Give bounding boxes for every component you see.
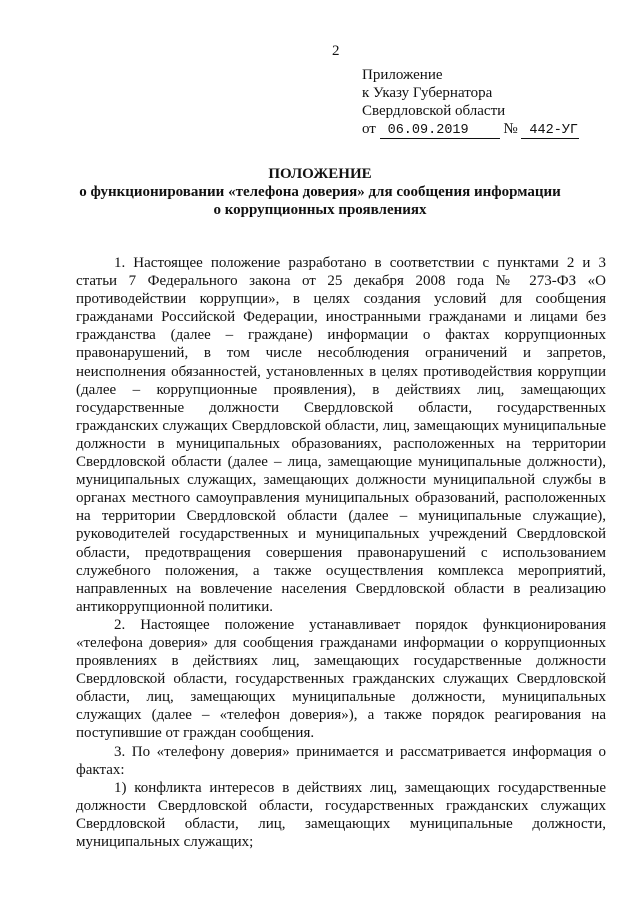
number-prefix: №: [503, 121, 518, 137]
decree-number: 442-УГ: [521, 124, 579, 139]
paragraph-2: 2. Настоящее положение устанавливает порядок функционирования «телефона доверия» для сообщения гражданами информации о коррупционных проявлениях в действиях лиц, замещающих государственные должности Свердловской области, государственных гражданских служащих Свердловской области, лиц, замещающих муниципальные должности, муниципальных служащих (далее – «телефон доверия»), а также порядок реагирования на поступившие от граждан сообщения.: [76, 616, 606, 742]
title-line-3: о коррупционных проявлениях: [213, 202, 427, 218]
title-line-2: о функционировании «телефона доверия» для сообщения информации: [79, 184, 561, 200]
title-line-1: ПОЛОЖЕНИЕ: [268, 166, 372, 182]
paragraph-3: 3. По «телефону доверия» принимается и рассматривается информация о фактах:: [76, 743, 606, 778]
paragraph-1: 1. Настоящее положение разработано в соответствии с пунктами 2 и 3 статьи 7 Федерального закона от 25 декабря 2008 года № 273-ФЗ «О противодействии коррупции», в целях создания условий для сообщения гражданами Российской Федерации, иностранными гражданами и лицами без гражданства (далее – граждане) информации о фактах коррупционных правонарушений, в том числе несоблюдения ограничений и запретов, неисполнения обязанностей, установленных в целях противодействия коррупции (далее – коррупционные проявления), в действиях лиц, замещающих государственные должности Свердловской области, государственных гражданских служащих Свердловской области, лиц, замещающих муниципальные должности в муниципальных образованиях, расположенных на территории Свердловской области (далее – лица, замещающие муниципальные должности), муниципальных служащих, замещающих должности муниципальной службы в органах местного самоуправления муниципальных образований, расположенных на территории Свердловской области (далее – муниципальные служащие), руководителей государственных и муниципальных учреждений Свердловской области, предотвращения совершения правонарушений с использованием служебного положения, а также осуществления комплекса мероприятий, направленных на вовлечение населения Свердловской области в реализацию антикоррупционной политики.: [76, 255, 606, 615]
appendix-block: [362, 66, 579, 139]
appendix-date-number-line: [362, 120, 579, 139]
appendix-line-1: Приложение: [362, 67, 443, 83]
decree-date: 06.09.2019: [380, 124, 500, 139]
appendix-line-3: Свердловской области: [362, 103, 506, 119]
document-title: [60, 165, 580, 219]
page-number: 2: [332, 43, 340, 59]
appendix-line-2: к Указу Губернатора: [362, 85, 493, 101]
paragraph-3-item-1: 1) конфликта интересов в действиях лиц, замещающих государственные должности Свердловской области, государственных гражданских служащих Свердловской области, лиц, замещающих муниципальные должности, муниципальных служащих;: [76, 779, 606, 850]
date-prefix: от: [362, 121, 376, 137]
document-body: [76, 254, 606, 851]
